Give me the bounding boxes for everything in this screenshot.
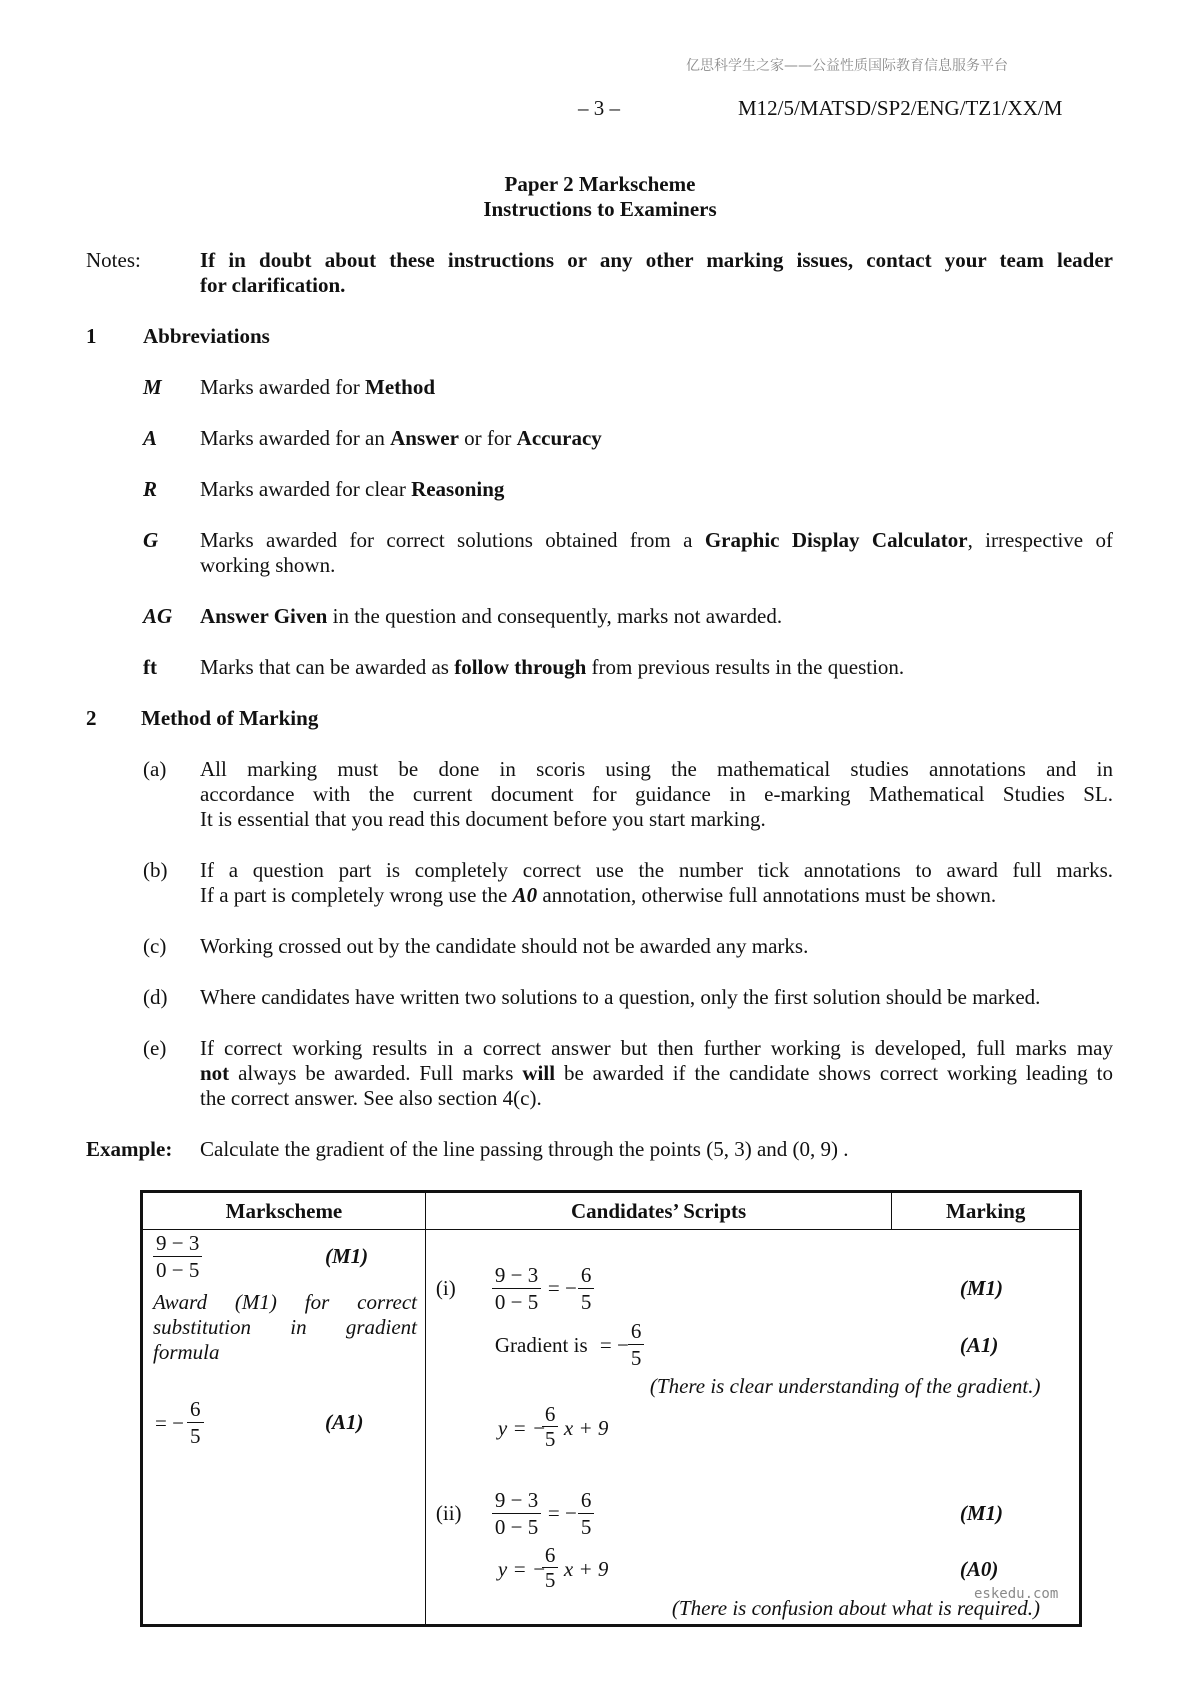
section-1-number: 1 (86, 324, 97, 348)
script-ii-mark-a0: (A0) (959, 1557, 999, 1581)
ms-answer-fraction: $\frac{6}{5}$ (187, 1396, 204, 1449)
script-i-rhs-fraction: $\frac{6}{5}$ (578, 1262, 595, 1315)
item-label: (e) (143, 1036, 167, 1060)
item-e-line-3: the correct answer. See also section 4(c). (200, 1086, 542, 1110)
page-subtitle: Instructions to Examiners (483, 197, 717, 221)
item-label: (c) (143, 934, 167, 958)
script-i-line-eq-prefix: y = − (497, 1416, 547, 1440)
script-ii-line-eq-prefix: y = − (497, 1557, 547, 1581)
section-2-title: Method of Marking (141, 706, 319, 730)
abbr-key: M (143, 375, 162, 399)
script-ii-equals: = − (547, 1501, 577, 1525)
abbr-desc-ag: Answer Given in the question and consequently, marks not awarded. (200, 604, 783, 628)
markscheme-table (140, 1190, 1082, 1627)
abbr-key: A (143, 426, 158, 450)
item-e-line-2: not always be awarded. Full marks will be awarded if the candidate shows correct working leading to (200, 1061, 1113, 1085)
script-ii-rhs-fraction: $\frac{6}{5}$ (578, 1487, 595, 1540)
script-i-line-eq-suffix: x + 9 (563, 1416, 609, 1440)
script-i-line-fraction: $\frac{6}{5}$ (542, 1402, 559, 1451)
item-e-line-1: If correct working results in a correct answer but then further working is developed, full marks may (200, 1036, 1113, 1060)
item-label: (a) (143, 757, 167, 781)
script-ii-line-fraction: $\frac{6}{5}$ (542, 1543, 559, 1592)
script-ii-mark-m1: (M1) (959, 1501, 1004, 1525)
script-i-gradient-equals: = − (599, 1333, 629, 1357)
ms-award-line-2: substitution in gradient (153, 1315, 417, 1339)
section-2-number: 2 (86, 706, 97, 730)
abbr-key: G (143, 528, 159, 552)
script-i-label: (i) (435, 1276, 456, 1300)
abbr-key: AG (143, 604, 173, 628)
ms-equals-minus: = − (155, 1411, 184, 1435)
script-ii-line-eq-suffix: x + 9 (563, 1557, 609, 1581)
abbr-desc-g-line2: working shown. (200, 553, 336, 577)
abbr-desc-ft: Marks that can be awarded as follow through from previous results in the question. (200, 655, 905, 679)
column-header-marking: Marking (892, 1192, 1081, 1230)
ms-fraction: $\frac{9 - 3}{0 - 5}$ (153, 1230, 202, 1283)
script-i-gradient-text: Gradient is (494, 1333, 588, 1357)
ms-mark-a1: (A1) (325, 1410, 364, 1434)
script-i-lhs-fraction: $\frac{9 - 3}{0 - 5}$ (492, 1262, 541, 1315)
item-label: (d) (143, 985, 168, 1009)
ms-mark-m1: (M1) (325, 1244, 369, 1268)
item-a-line-2: accordance with the current document for guidance in e-marking Mathematical Studies SL. (200, 782, 1113, 806)
script-i-comment: (There is clear understanding of the gradient.) (649, 1374, 1041, 1398)
item-b-line-1: If a question part is completely correct use the number tick annotations to award full marks. (200, 858, 1113, 882)
watermark-bottom: eskedu.com (974, 1586, 1059, 1602)
notes-line-1: If in doubt about these instructions or any other marking issues, contact your team leader (200, 248, 1113, 272)
watermark-top: 亿思科学生之家——公益性质国际教育信息服务平台 (686, 58, 1008, 74)
example-label: Example: (86, 1137, 173, 1161)
item-c-text: Working crossed out by the candidate should not be awarded any marks. (200, 934, 809, 958)
script-ii-comment: (There is confusion about what is required.) (671, 1596, 1040, 1620)
abbr-key: ft (143, 655, 157, 679)
document-code: M12/5/MATSD/SP2/ENG/TZ1/XX/M (738, 96, 1063, 120)
abbr-key: R (143, 477, 158, 501)
abbr-desc-a: Marks awarded for an Answer or for Accuracy (200, 426, 602, 450)
item-a-line-3: It is essential that you read this document before you start marking. (200, 807, 766, 831)
page-number: – 3 – (578, 96, 620, 120)
ms-award-line-3: formula (153, 1340, 220, 1364)
example-question: Calculate the gradient of the line passing through the points (5, 3) and (0, 9) . (200, 1137, 849, 1161)
page-title: Paper 2 Markscheme (504, 172, 696, 196)
script-ii-lhs-fraction: $\frac{9 - 3}{0 - 5}$ (492, 1487, 541, 1540)
script-ii-label: (ii) (435, 1501, 462, 1525)
column-header-candidates-scripts: Candidates’ Scripts (425, 1192, 891, 1230)
script-i-gradient-fraction: $\frac{6}{5}$ (628, 1318, 645, 1371)
item-b-line-2: If a part is completely wrong use the A0 annotation, otherwise full annotations must be shown. (200, 883, 997, 907)
column-header-markscheme: Markscheme (142, 1192, 426, 1230)
section-1-title: Abbreviations (143, 324, 270, 348)
notes-line-2: for clarification. (200, 273, 346, 297)
ms-award-line-1: Award (M1) for correct (153, 1290, 417, 1314)
abbr-desc-r: Marks awarded for clear Reasoning (200, 477, 505, 501)
item-d-text: Where candidates have written two solutions to a question, only the first solution should be marked. (200, 985, 1041, 1009)
abbr-desc-g: Marks awarded for correct solutions obtained from a Graphic Display Calculator, irrespective of (200, 528, 1113, 552)
candidates-scripts-cell (425, 1230, 1080, 1626)
abbr-desc-m: Marks awarded for Method (200, 375, 436, 399)
script-i-equals: = − (547, 1276, 577, 1300)
markscheme-cell (142, 1230, 426, 1626)
item-a-line-1: All marking must be done in scoris using the mathematical studies annotations and in (200, 757, 1113, 781)
script-i-mark-m1: (M1) (959, 1276, 1004, 1300)
script-i-mark-a1: (A1) (959, 1333, 999, 1357)
notes-label: Notes: (86, 248, 141, 272)
item-label: (b) (143, 858, 168, 882)
